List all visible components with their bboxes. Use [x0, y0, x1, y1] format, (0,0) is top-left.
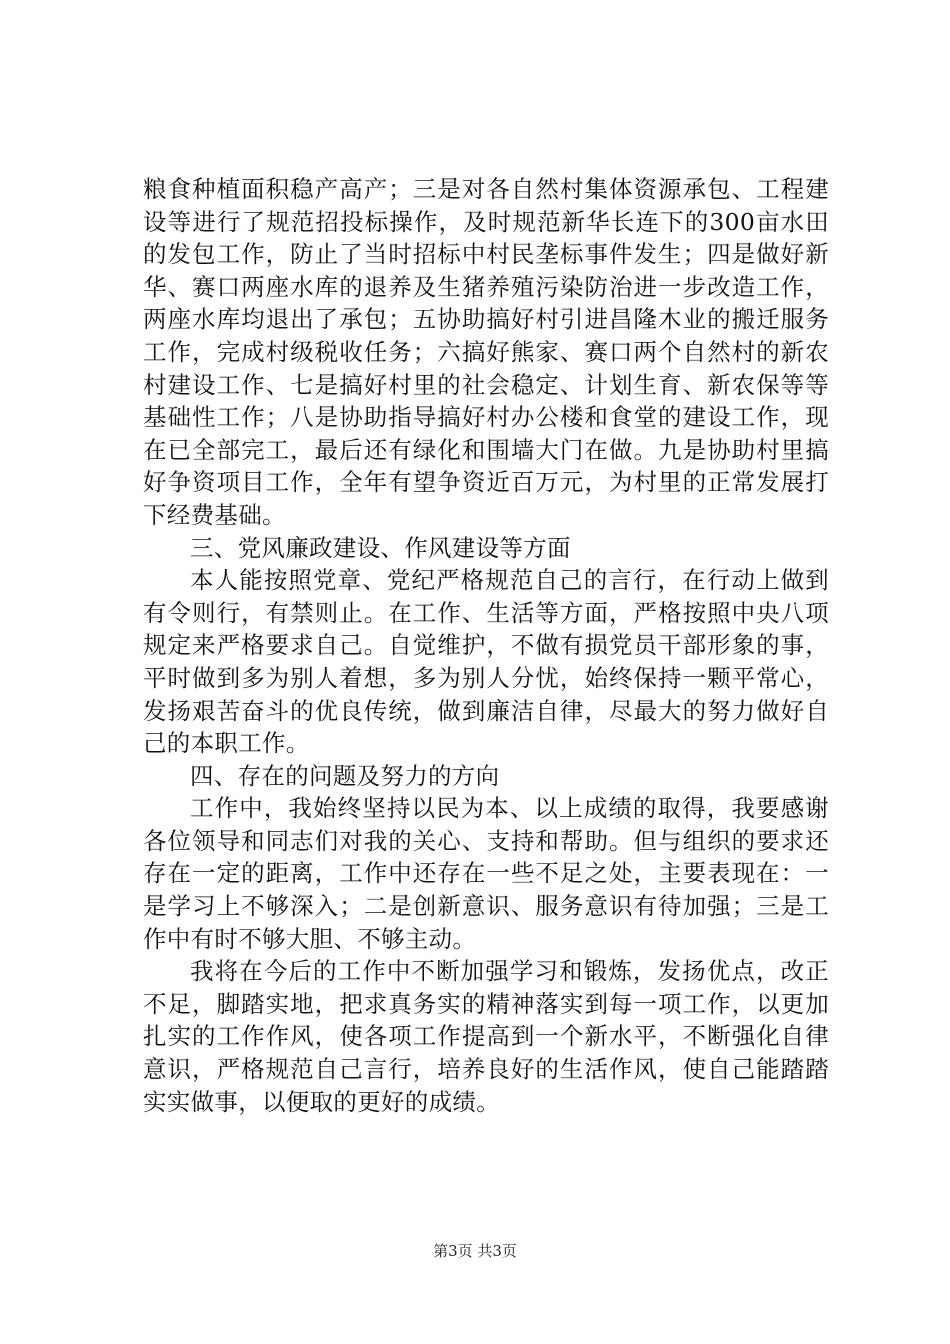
- paragraph-3: 本人能按照党章、党纪严格规范自己的言行，在行动上做到有令则行，有禁则止。在工作、生活等方面，严格按照中央八项规定来严格要求自己。自觉维护，不做有损党员干部形象的事，平时做到多为别人着想，多为别人分忧，始终保持一颗平常心，发扬艰苦奋斗的优良传统，做到廉洁自律，尽最大的努力做好自己的本职工作。: [143, 566, 829, 758]
- paragraph-6: 我将在今后的工作中不断加强学习和锻炼，发扬优点，改正不足，脚踏实地，把求真务实的精神落实到每一项工作，以更加扎实的工作作风，使各项工作提高到一个新水平，不断强化自律意识，严格规范自己言行，培养良好的生活作风，使自己能踏踏实实做事，以便取的更好的成绩。: [143, 957, 829, 1116]
- paragraph-5: 工作中，我始终坚持以民为本、以上成绩的取得，我要感谢各位领导和同志们对我的关心、支持和帮助。但与组织的要求还存在一定的距离，工作中还存在一些不足之处，主要表现在：一是学习上不够深入；二是创新意识、服务意识有待加强；三是工作中有时不够大胆、不够主动。: [143, 794, 829, 953]
- section-heading-3: 三、党风廉政建设、作风建设等方面: [190, 533, 571, 562]
- section-heading-4: 四、存在的问题及努力的方向: [190, 761, 500, 790]
- page-footer: 第3页 共3页: [433, 1242, 517, 1260]
- document-body: [143, 173, 829, 1118]
- paragraph-1: 粮食种植面积稳产高产；三是对各自然村集体资源承包、工程建设等进行了规范招投标操作，及时规范新华长连下的300亩水田的发包工作，防止了当时招标中村民垄标事件发生；四是做好新华、赛口两座水库的退养及生猪养殖污染防治进一步改造工作，两座水库均退出了承包；五协助搞好村引进昌隆木业的搬迁服务工作，完成村级税收任务；六搞好熊家、赛口两个自然村的新农村建设工作、七是搞好村里的社会稳定、计划生育、新农保等等基础性工作；八是协助指导搞好村办公楼和食堂的建设工作，现在已全部完工，最后还有绿化和围墙大门在做。九是协助村里搞好争资项目工作，全年有望争资近百万元，为村里的正常发展打下经费基础。: [143, 175, 829, 529]
